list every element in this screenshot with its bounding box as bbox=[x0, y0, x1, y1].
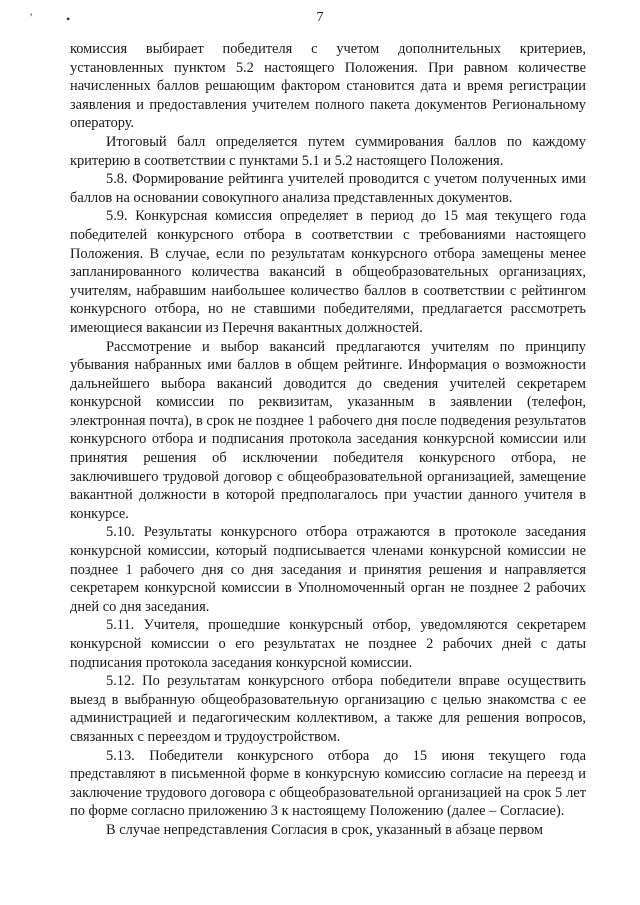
paragraph-non-submission: В случае непредставления Согласия в срок, указанный в абзаце первом bbox=[106, 821, 543, 838]
paragraph-5-12: 5.12. По результатам конкурсного отбора победители вправе осуществить выезд в выбранную общеобразовательную организацию с целью знакомства с ее администрацией и педагогическим коллективом, а также для решения вопросов, связанных с переездом и трудоустройством. bbox=[70, 673, 586, 745]
scan-mark-left: ' bbox=[30, 10, 33, 24]
paragraph-5-13: 5.13. Победители конкурсного отбора до 15 июня текущего года представляют в письменной форме в конкурсную комиссию согласие на переезд и заключение трудового договора с общеобразовательной организацией на срок 5 лет по форме согласно приложению 3 к настоящему Положению (далее – Согласие). bbox=[70, 747, 586, 820]
document-body bbox=[70, 40, 586, 840]
paragraph-vacancy-selection: Рассмотрение и выбор вакансий предлагаются учителям по принципу убывания набранных ими баллов в общем рейтинге. Информация о возможности дальнейшего выбора вакансий доводится до сведения учителей секретарем конкурсной комиссии по реквизитам, указанным в заявлении (телефон, электронная почта), в срок не позднее 1 рабочего дня после подведения результатов конкурсного отбора и подписания протокола заседания конкурсной комиссии или принятия решения об исключении победителя конкурсного отбора, не заключившего трудовой договор с общеобразовательной организацией, замещение вакантной должности в которой предполагалось при участии данного учителя в конкурсе. bbox=[70, 338, 586, 522]
scan-mark-dot: • bbox=[66, 12, 71, 26]
paragraph-5-8: 5.8. Формирование рейтинга учителей проводится с учетом полученных ими баллов на основании совокупного анализа представленных документов. bbox=[70, 171, 586, 206]
paragraph-total-score: Итоговый балл определяется путем суммирования баллов по каждому критерию в соответствии с пунктами 5.1 и 5.2 настоящего Положения. bbox=[70, 133, 586, 169]
paragraph-continuation: комиссия выбирает победителя с учетом дополнительных критериев, установленных пунктом 5.2 настоящего Положения. При равном количестве начисленных баллов решающим фактором становится дата и время регистрации заявления и предоставления учителем полного пакета документов Региональному оператору. bbox=[70, 41, 586, 132]
page-number: 7 bbox=[316, 10, 324, 25]
paragraph-5-10: 5.10. Результаты конкурсного отбора отражаются в протоколе заседания конкурсной комиссии, который подписывается членами конкурсной комиссии не позднее 1 рабочего дня со дня заседания и принятия решения и направляется секретарем конкурсной комиссии в Уполномоченный орган не позднее 2 рабочих дней со дня заседания. bbox=[70, 524, 586, 615]
paragraph-5-9: 5.9. Конкурсная комиссия определяет в период до 15 мая текущего года победителей конкурсного отбора в соответствии с требованиями настоящего Положения. В случае, если по результатам конкурсного отбора замещены менее запланированного количества вакансий в общеобразовательных организациях, учителям, набравшим наибольшее количество баллов в соответствии с рейтингом конкурсного отбора, но не ставшими победителями, предлагается рассмотреть имеющиеся вакансии из Перечня вакантных должностей. bbox=[70, 208, 586, 336]
paragraph-5-11: 5.11. Учителя, прошедшие конкурсный отбор, уведомляются секретарем конкурсной комиссии о его результатах не позднее 2 рабочих дней с даты подписания протокола заседания конкурсной комиссии. bbox=[70, 617, 586, 671]
